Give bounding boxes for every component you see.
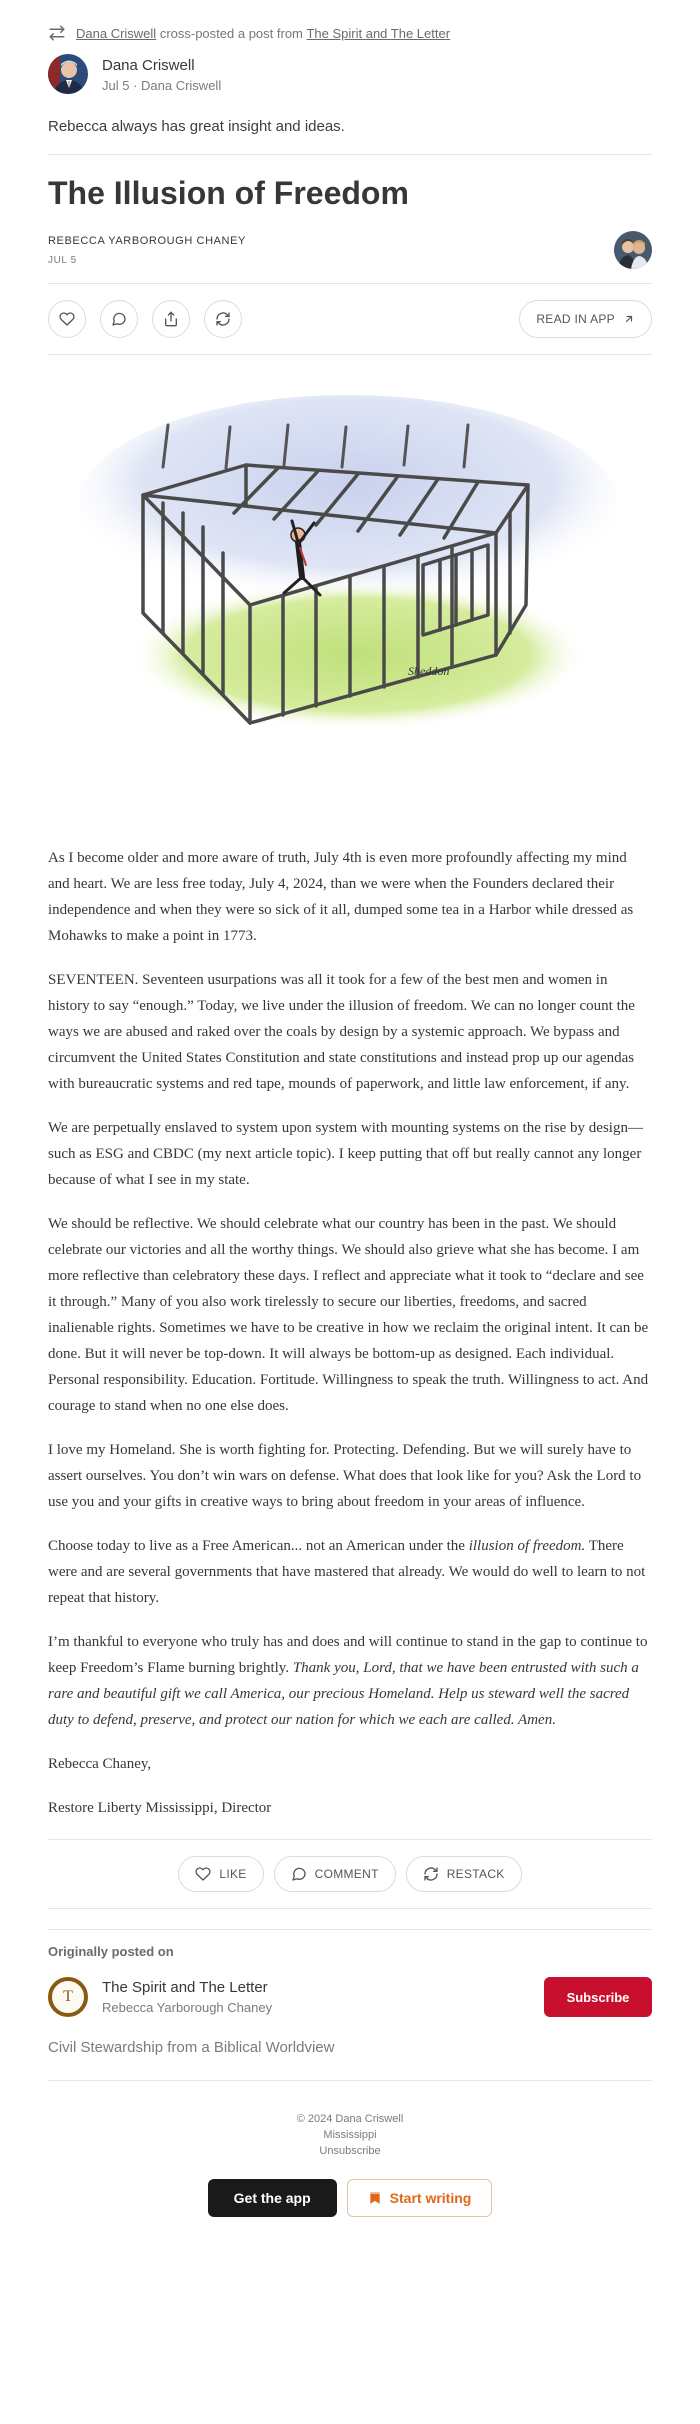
share-button[interactable] [152, 300, 190, 338]
body-paragraph: As I become older and more aware of truth, July 4th is even more profoundly affecting my mind and heart. We are less free today, July 4, 2024, than we were when the Founders declared their independence and when they were so sick of it all, dumped some tea in a Harbor while dressed as Mohawks to make a point in 1773. [48, 850, 634, 944]
divider [48, 154, 652, 155]
post-date: JUL 5 [48, 254, 77, 266]
crosspost-user-link[interactable]: Dana Criswell [76, 25, 157, 41]
body-signature-title: Restore Liberty Mississippi, Director [48, 1800, 272, 1816]
sharer-meta: Jul 5 · Dana Criswell [102, 77, 222, 93]
start-writing-label: Start writing [389, 2190, 472, 2206]
comment-icon [291, 1866, 307, 1882]
sharer-name[interactable]: Dana Criswell [102, 56, 195, 74]
bookmark-icon [368, 2191, 382, 2205]
restack-button[interactable] [204, 300, 242, 338]
post-title[interactable]: The Illusion of Freedom [48, 175, 409, 211]
sharer-avatar[interactable] [48, 54, 88, 94]
illustration-signature: Sheddon [408, 664, 450, 678]
divider [48, 1929, 652, 1930]
read-in-app-label: READ IN APP [536, 312, 615, 326]
crosspost-publication-link[interactable]: The Spirit and The Letter [306, 25, 451, 41]
publication-logo[interactable] [48, 1977, 88, 2017]
crosspost-text: cross-posted a post from [156, 25, 307, 41]
comment-icon [111, 311, 127, 327]
external-arrow-icon [623, 313, 635, 325]
comment-label: COMMENT [314, 1867, 379, 1881]
like-button[interactable] [48, 300, 86, 338]
body-text: Choose today to live as a Free American... not an American under the [48, 1538, 469, 1554]
sharer-row [48, 54, 652, 94]
body-paragraph: We are perpetually enslaved to system upon system with mounting systems on the rise by design—such as ESG and CBDC (my next article topic). I keep putting that off but really cannot any longer because of what I see in my state. [48, 1120, 643, 1188]
body-paragraph: SEVENTEEN. Seventeen usurpations was all it took for a few of the best men and women in history to say “enough.” Today, we live under the illusion of freedom. We can no longer count the ways we are abused and raked over the coals by design by a systemic approach. We bypass and circumvent the United States Constitution and state constitutions and instead prop up our agendas with bureaucratic systems and red tape, mounds of paperwork, and little law enforcement, if any. [48, 972, 635, 1092]
body-signoff: Rebecca Chaney, [48, 1756, 152, 1772]
publication-row [48, 1977, 652, 2017]
footer-actions [48, 1840, 652, 1908]
restack-icon [48, 24, 66, 42]
like-pill-button[interactable] [178, 1856, 263, 1892]
unsubscribe-link[interactable]: Unsubscribe [319, 2145, 381, 2157]
restack-icon [215, 311, 231, 327]
post-byline [48, 231, 652, 269]
email-page [48, 0, 652, 2217]
author-avatar[interactable] [614, 231, 652, 269]
divider [48, 2080, 652, 2081]
restack-pill-button[interactable] [406, 1856, 522, 1892]
footer-location: Mississippi [323, 2129, 377, 2141]
heart-icon [59, 311, 75, 327]
post-body [48, 845, 652, 1821]
footer-info [48, 2111, 652, 2159]
body-paragraph: I love my Homeland. She is worth fighting for. Protecting. Defending. But we will surely have to assert ourselves. You don’t win wars on defense. What does that look like for you? Ask the Lord to use you and your gifts in creative ways to bring about freedom in your areas of influence. [48, 1442, 642, 1510]
originally-posted-label: Originally posted on [48, 1944, 174, 1959]
share-icon [163, 311, 179, 327]
body-paragraph [48, 1533, 652, 1611]
body-prayer: Thank you, Lord, that we have been entrusted with such a rare and beautiful gift we call America, our precious Homeland. Help us steward well the sacred duty to defend, preserve, and protect our nation for which we each are called. Amen. [48, 1660, 639, 1728]
post-actions [48, 284, 652, 354]
comment-button[interactable] [100, 300, 138, 338]
publication-author: Rebecca Yarborough Chaney [102, 2000, 273, 2015]
like-label: LIKE [219, 1867, 247, 1881]
publication-logo-initial: T [63, 1988, 73, 2005]
sharer-comment: Rebecca always has great insight and ideas. [48, 118, 345, 135]
subscribe-button[interactable]: Subscribe [544, 1977, 652, 2017]
body-text: There were and are several governments that have mastered that already. We would do well to learn to not repeat that history. [48, 1538, 646, 1606]
body-text: I’m thankful to everyone who truly has and does and will continue to stand in the gap to continue to keep Freedom’s Flame burning brightly. [48, 1634, 648, 1676]
get-the-app-button[interactable]: Get the app [208, 2179, 337, 2217]
post-author[interactable]: REBECCA YARBOROUGH CHANEY [48, 234, 246, 247]
read-in-app-button[interactable] [519, 300, 652, 338]
restack-icon [423, 1866, 439, 1882]
publication-description: Civil Stewardship from a Biblical Worldview [48, 2039, 335, 2056]
cage-cartoon [48, 355, 652, 825]
divider [48, 1908, 652, 1909]
start-writing-button[interactable] [347, 2179, 493, 2217]
body-paragraph: We should be reflective. We should celebrate what our country has been in the past. We should celebrate our victories and all the worthy things. We should also grieve what she has become. I am more reflective than celebratory these days. I reflect and appreciate what it took to “declare and see it through.” Many of you also work tirelessly to secure our liberties, freedoms, and sacred inalienable rights. Sometimes we have to be creative in how we reclaim the original intent. It can be done. But it will never be top-down. It will always be bottom-up as designed. Each individual. Personal responsibility. Education. Fortitude. Willingness to speak the truth. Willingness to act. And courage to stand when no one else does. [48, 1216, 649, 1414]
comment-pill-button[interactable] [274, 1856, 396, 1892]
body-paragraph [48, 1629, 652, 1733]
body-emphasis: illusion of freedom. [468, 1538, 586, 1554]
footer-copyright: © 2024 Dana Criswell [296, 2113, 404, 2125]
heart-icon [195, 1866, 211, 1882]
app-buttons [48, 2179, 652, 2217]
crosspost-line [48, 22, 652, 44]
publication-name[interactable]: The Spirit and The Letter [102, 1979, 268, 1996]
restack-label: RESTACK [446, 1867, 505, 1881]
post-illustration[interactable] [48, 355, 652, 825]
